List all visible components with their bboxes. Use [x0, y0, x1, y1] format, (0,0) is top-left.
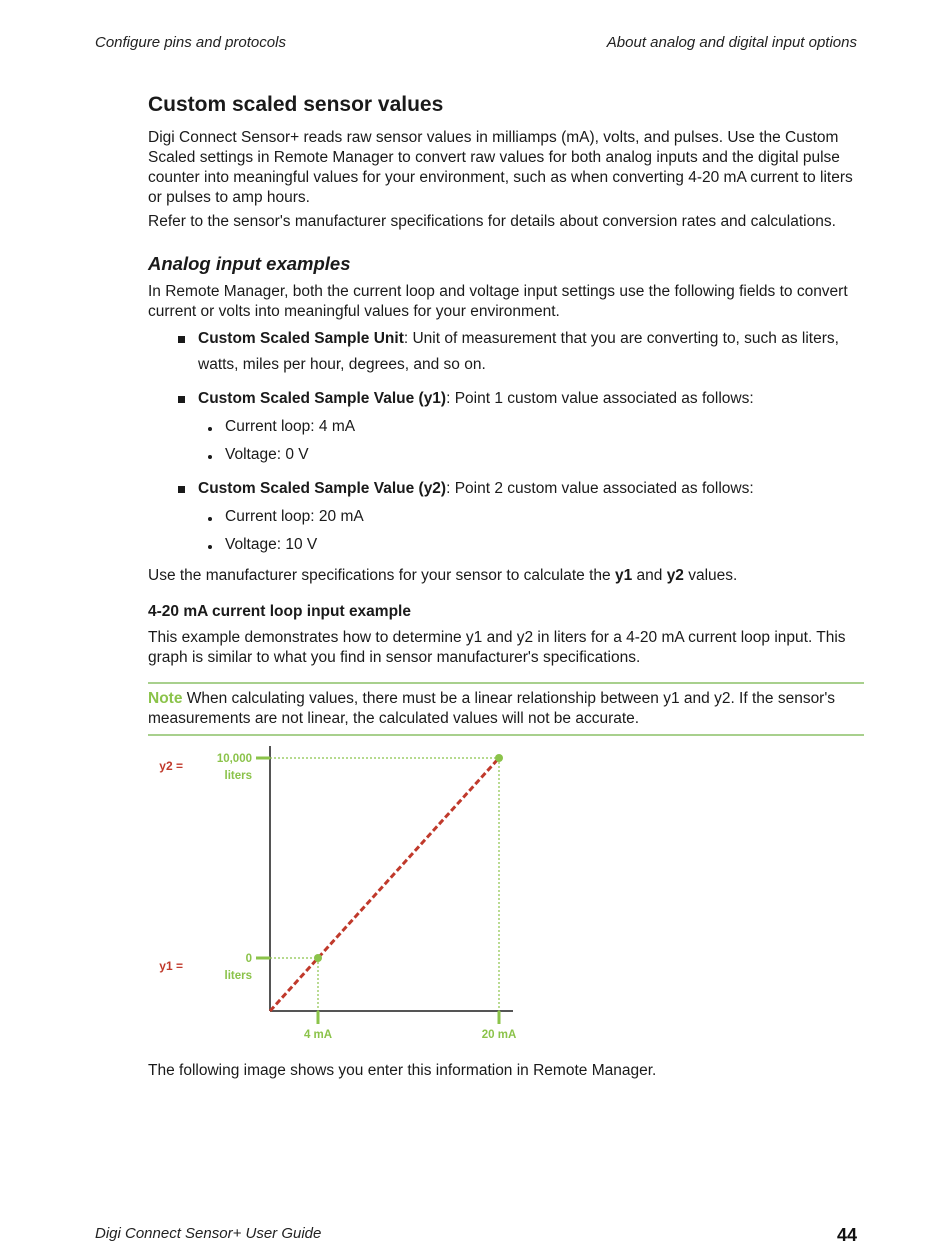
data-point-1	[314, 954, 322, 962]
use-spec-y2: y2	[666, 567, 684, 584]
use-spec-pre: Use the manufacturer specifications for your sensor to calculate the	[148, 567, 615, 584]
x-tick-label: 4 mA	[303, 1029, 333, 1041]
field-list	[148, 326, 864, 558]
running-header-left: Configure pins and protocols	[95, 34, 286, 51]
x-tick-label: 20 mA	[481, 1029, 517, 1041]
y-tick-label: 10,000	[216, 753, 252, 765]
footer-guide-title: Digi Connect Sensor+ User Guide	[95, 1225, 322, 1242]
list-item-term: Custom Scaled Sample Unit	[198, 330, 404, 347]
note-label: Note	[148, 690, 183, 707]
list-item-term: Custom Scaled Sample Value (y1)	[198, 390, 447, 407]
section-title: Custom scaled sensor values	[148, 93, 444, 116]
section-intro: Digi Connect Sensor+ reads raw sensor values in milliamps (mA), volts, and pulses. Use the Custom Scaled settings in Remote Manager to convert raw values for both analog inputs and the digital pulse counter into meaningful values for your environment, such as when converting 4-20 mA current to liters or pulses to amp hours.	[148, 129, 853, 206]
note-box	[148, 682, 864, 736]
list-item	[198, 476, 864, 558]
analog-title: Analog input examples	[148, 253, 351, 274]
running-header-right: About analog and digital input options	[606, 34, 857, 51]
list-item-text: : Unit of measurement that you are converting to, such as liters, watts, miles per hour, degrees, and so on.	[198, 330, 839, 373]
list-item-text: : Point 2 custom value associated as follows:	[446, 480, 754, 497]
y-tick-label: liters	[224, 970, 252, 982]
series-line	[270, 758, 499, 1011]
sub-list-item: Voltage: 0 V	[225, 442, 864, 468]
data-point-2	[495, 754, 503, 762]
use-spec-and: and	[632, 567, 667, 584]
example-text: This example demonstrates how to determine y1 and y2 in liters for a 4-20 mA current loop input. This graph is similar to what you find in sensor manufacturer's specifications.	[148, 629, 846, 666]
sub-list-item: Current loop: 4 mA	[225, 414, 864, 440]
sub-list	[198, 504, 864, 558]
sub-list	[198, 414, 864, 468]
y-marker-label: y1 =	[159, 959, 183, 973]
example-title: 4-20 mA current loop input example	[148, 603, 411, 620]
y-tick-label: 0	[245, 953, 252, 965]
note-text: When calculating values, there must be a linear relationship between y1 and y2. If the sensor's measurements are not linear, the calculated values will not be accurate.	[148, 690, 836, 727]
page-number: 44	[836, 1225, 857, 1245]
page-content	[148, 92, 864, 736]
use-spec-text	[148, 566, 864, 586]
y-tick-label: liters	[224, 770, 252, 782]
sub-list-item: Current loop: 20 mA	[225, 504, 864, 530]
y-marker-label: y2 =	[159, 759, 183, 773]
list-item-term: Custom Scaled Sample Value (y2)	[198, 480, 447, 497]
scaling-chart	[148, 738, 528, 1048]
section-refer: Refer to the sensor's manufacturer specifications for details about conversion rates and calculations.	[148, 213, 836, 230]
sub-list-item: Voltage: 10 V	[225, 532, 864, 558]
list-item-text: : Point 1 custom value associated as follows:	[446, 390, 754, 407]
use-spec-y1: y1	[614, 567, 633, 584]
after-chart-text: The following image shows you enter this information in Remote Manager.	[148, 1062, 657, 1079]
use-spec-post: values.	[683, 567, 738, 584]
analog-intro: In Remote Manager, both the current loop and voltage input settings use the following fields to convert current or volts into meaningful values for your environment.	[148, 283, 848, 320]
list-item	[198, 386, 864, 468]
list-item	[198, 326, 864, 378]
